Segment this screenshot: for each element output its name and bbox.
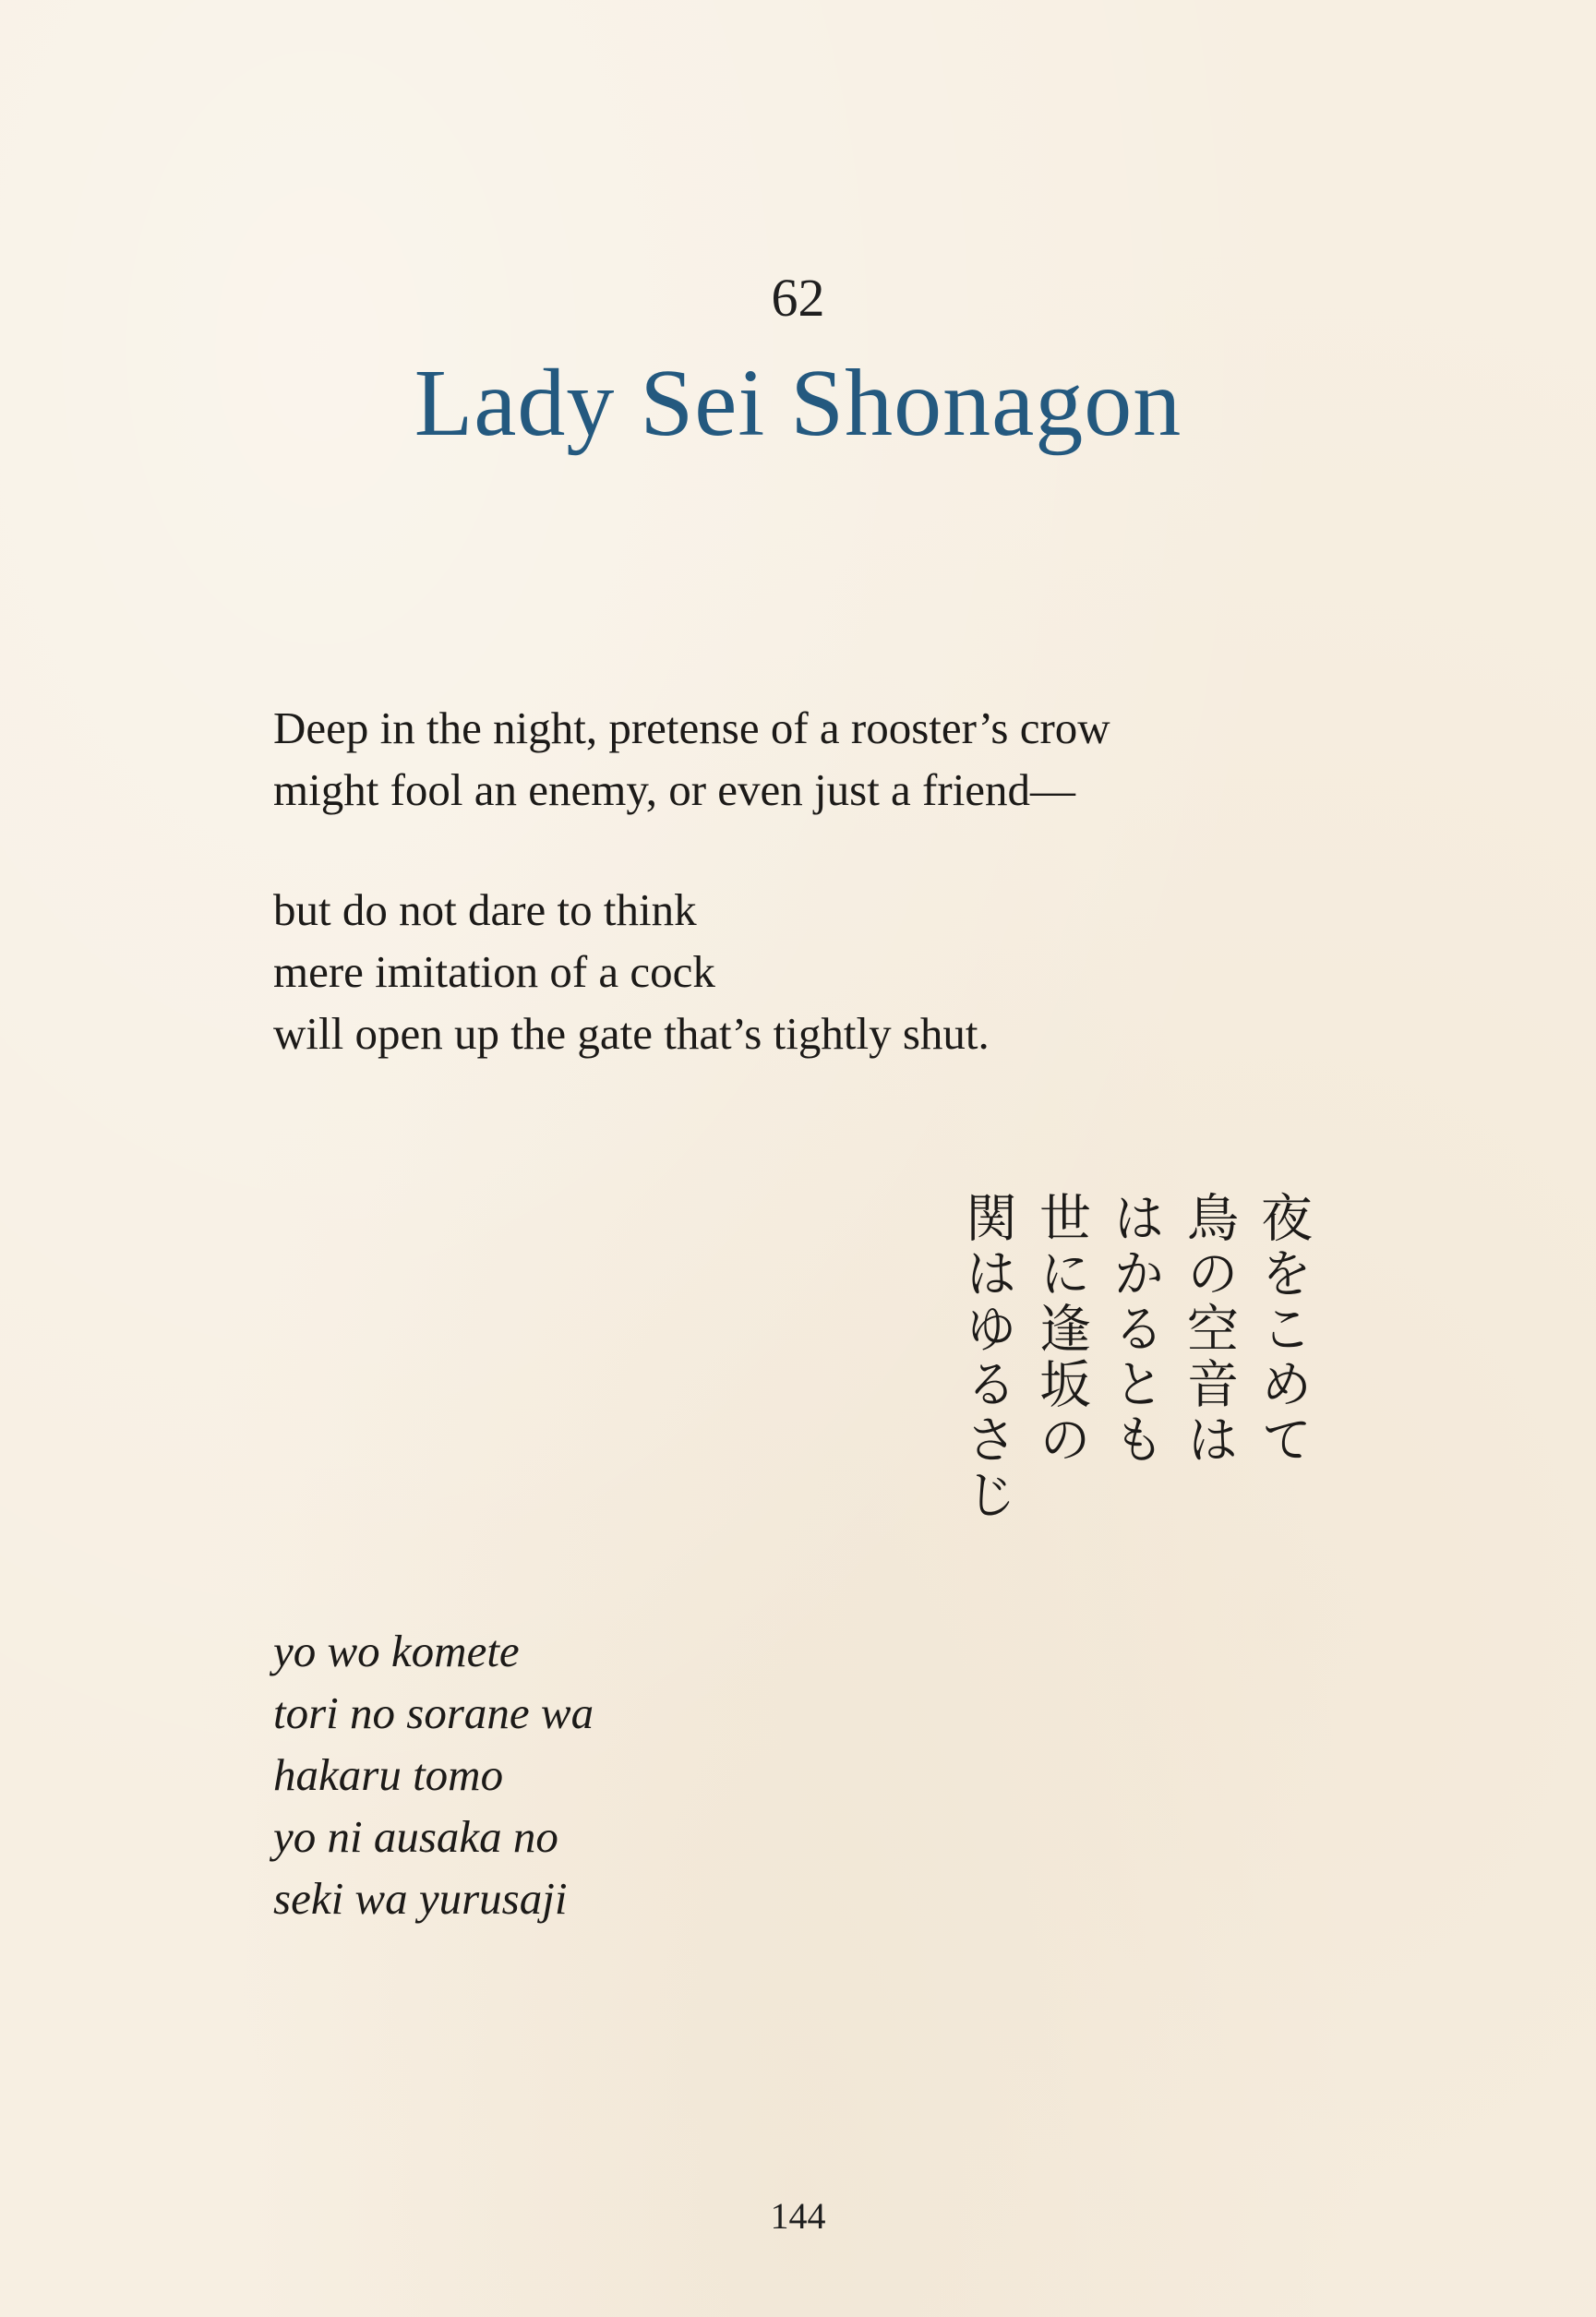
japanese-column: 世に逢坂の: [1031, 1191, 1091, 1468]
romaji-line: seki wa yurusaji: [273, 1873, 568, 1924]
poet-name-heading: Lady Sei Shonagon: [414, 350, 1182, 456]
translation-line: mere imitation of a cock: [273, 946, 715, 997]
romaji-line: yo wo komete: [273, 1626, 520, 1676]
translation-line: might fool an enemy, or even just a friend—: [273, 764, 1076, 815]
japanese-column: はかるとも: [1105, 1191, 1165, 1468]
poem-number: 62: [771, 268, 825, 328]
romaji-line: yo ni ausaka no: [273, 1811, 558, 1862]
translation-line: but do not dare to think: [273, 884, 697, 935]
japanese-column: 関はゆるさじ: [957, 1191, 1017, 1523]
romanized-poem: [273, 1620, 594, 1929]
japanese-column: 夜をこめて: [1253, 1191, 1313, 1468]
japanese-column: 鳥の空音は: [1179, 1191, 1239, 1468]
translation-line: will open up the gate that’s tightly shut.: [273, 1008, 990, 1059]
romaji-line: tori no sorane wa: [273, 1687, 594, 1738]
translation-line: Deep in the night, pretense of a rooster’s crow: [273, 702, 1110, 753]
page-number: 144: [770, 2195, 826, 2237]
english-translation: [273, 697, 1289, 1064]
romaji-line: hakaru tomo: [273, 1749, 504, 1800]
translation-stanza-1: [273, 697, 1289, 821]
translation-stanza-2: [273, 879, 1289, 1064]
japanese-original-poem: [957, 1191, 1313, 1579]
